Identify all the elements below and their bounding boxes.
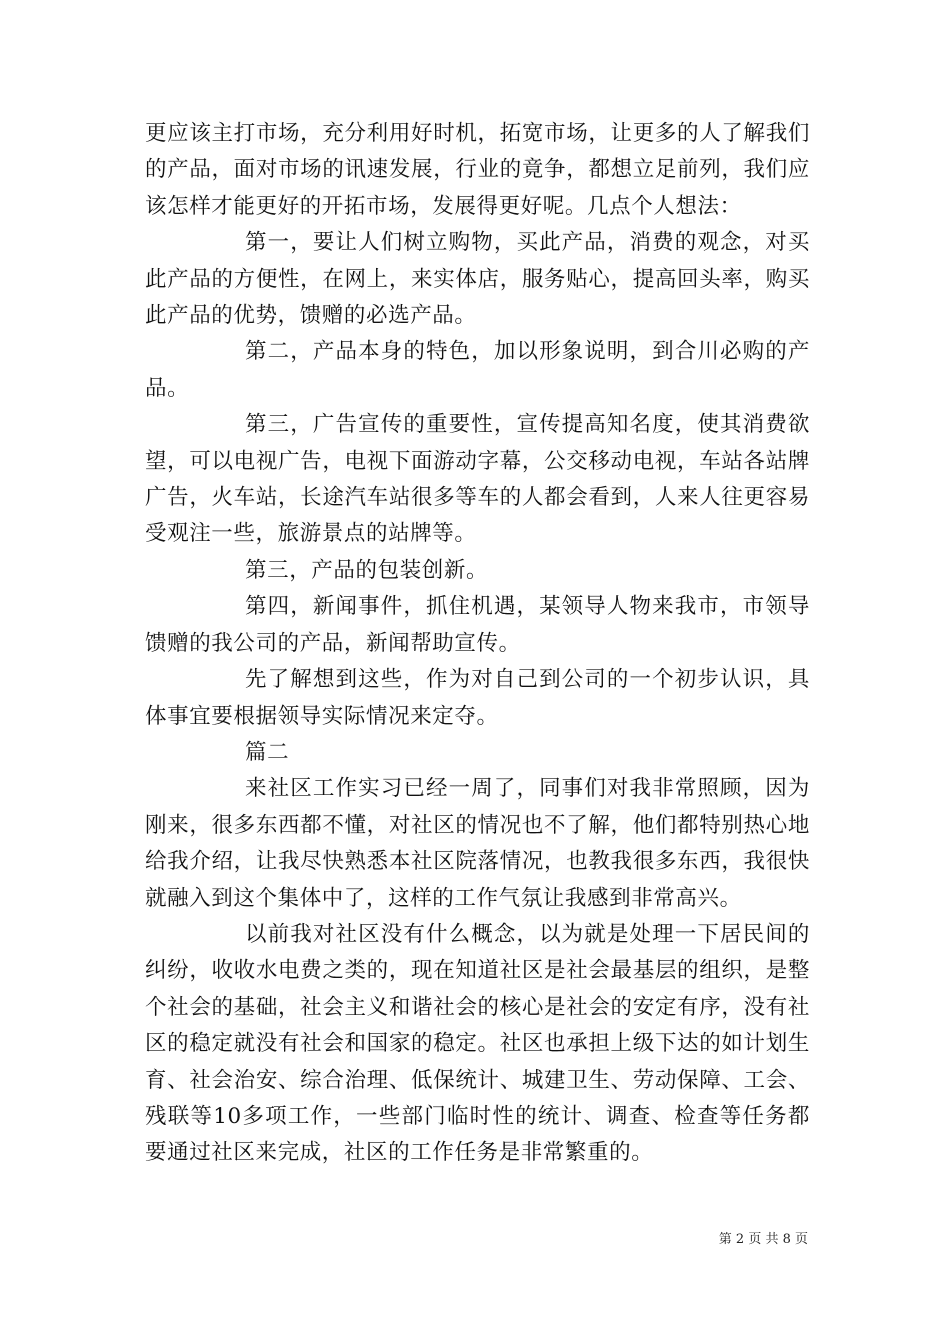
paragraph-point-two: 第二，产品本身的特色，加以形象说明，到合川必购的产品。 bbox=[145, 339, 810, 401]
paragraph-community-role: 以前我对社区没有什么概念，以为就是处理一下居民间的纠纷，收收水电费之类的，现在知道社区是社会最基层的组织，是整个社会的基础，社会主义和谐社会的核心是社会的安定有序，没有社区的稳定就没有社会和国家的稳定。社区也承担上级下达的如计划生育、社会治安、综合治理、低保统计、城建卫生、劳动保障、工会、残联等10多项工作，一些部门临时性的统计、调查、检查等任务都要通过社区来完成，社区的工作任务是非常繁重的。 bbox=[145, 921, 810, 1166]
page-number-footer: 第 2 页 共 8 页 bbox=[718, 1232, 808, 1247]
paragraph-internship-intro: 来社区工作实习已经一周了，同事们对我非常照顾，因为刚来，很多东西都不懂，对社区的情况也不了解，他们都特别热心地给我介绍，让我尽快熟悉本社区院落情况，也教我很多东西，我很快就融入到这个集体中了，这样的工作气氛让我感到非常高兴。 bbox=[145, 776, 810, 911]
section-heading-part-two: 篇二 bbox=[245, 739, 290, 765]
paragraph-point-one: 第一，要让人们树立购物，买此产品，消费的观念，对买此产品的方便性，在网上，来实体店，服务贴心，提高回头率，购买此产品的优势，馈赠的必选产品。 bbox=[145, 230, 810, 329]
document-body bbox=[145, 116, 810, 1172]
paragraph-summary: 先了解想到这些，作为对自己到公司的一个初步认识，具体事宜要根据领导实际情况来定夺。 bbox=[145, 667, 810, 729]
paragraph-continuation: 更应该主打市场，充分利用好时机，拓宽市场，让更多的人了解我们的产品，面对市场的讯速发展，行业的竟争，都想立足前列，我们应该怎样才能更好的开拓市场，发展得更好呢。几点个人想法： bbox=[145, 121, 810, 219]
paragraph-point-three-advertising: 第三，广告宣传的重要性，宣传提高知名度，使其消费欲望，可以电视广告，电视下面游动字幕，公交移动电视，车站各站牌广告，火车站，长途汽车站很多等车的人都会看到，人来人往更容易受观注一些，旅游景点的站牌等。 bbox=[145, 412, 810, 547]
paragraph-point-three-packaging: 第三，产品的包装创新。 bbox=[245, 557, 489, 583]
paragraph-point-four: 第四，新闻事件，抓住机遇，某领导人物来我市，市领导馈赠的我公司的产品，新闻帮助宣传。 bbox=[145, 594, 810, 656]
